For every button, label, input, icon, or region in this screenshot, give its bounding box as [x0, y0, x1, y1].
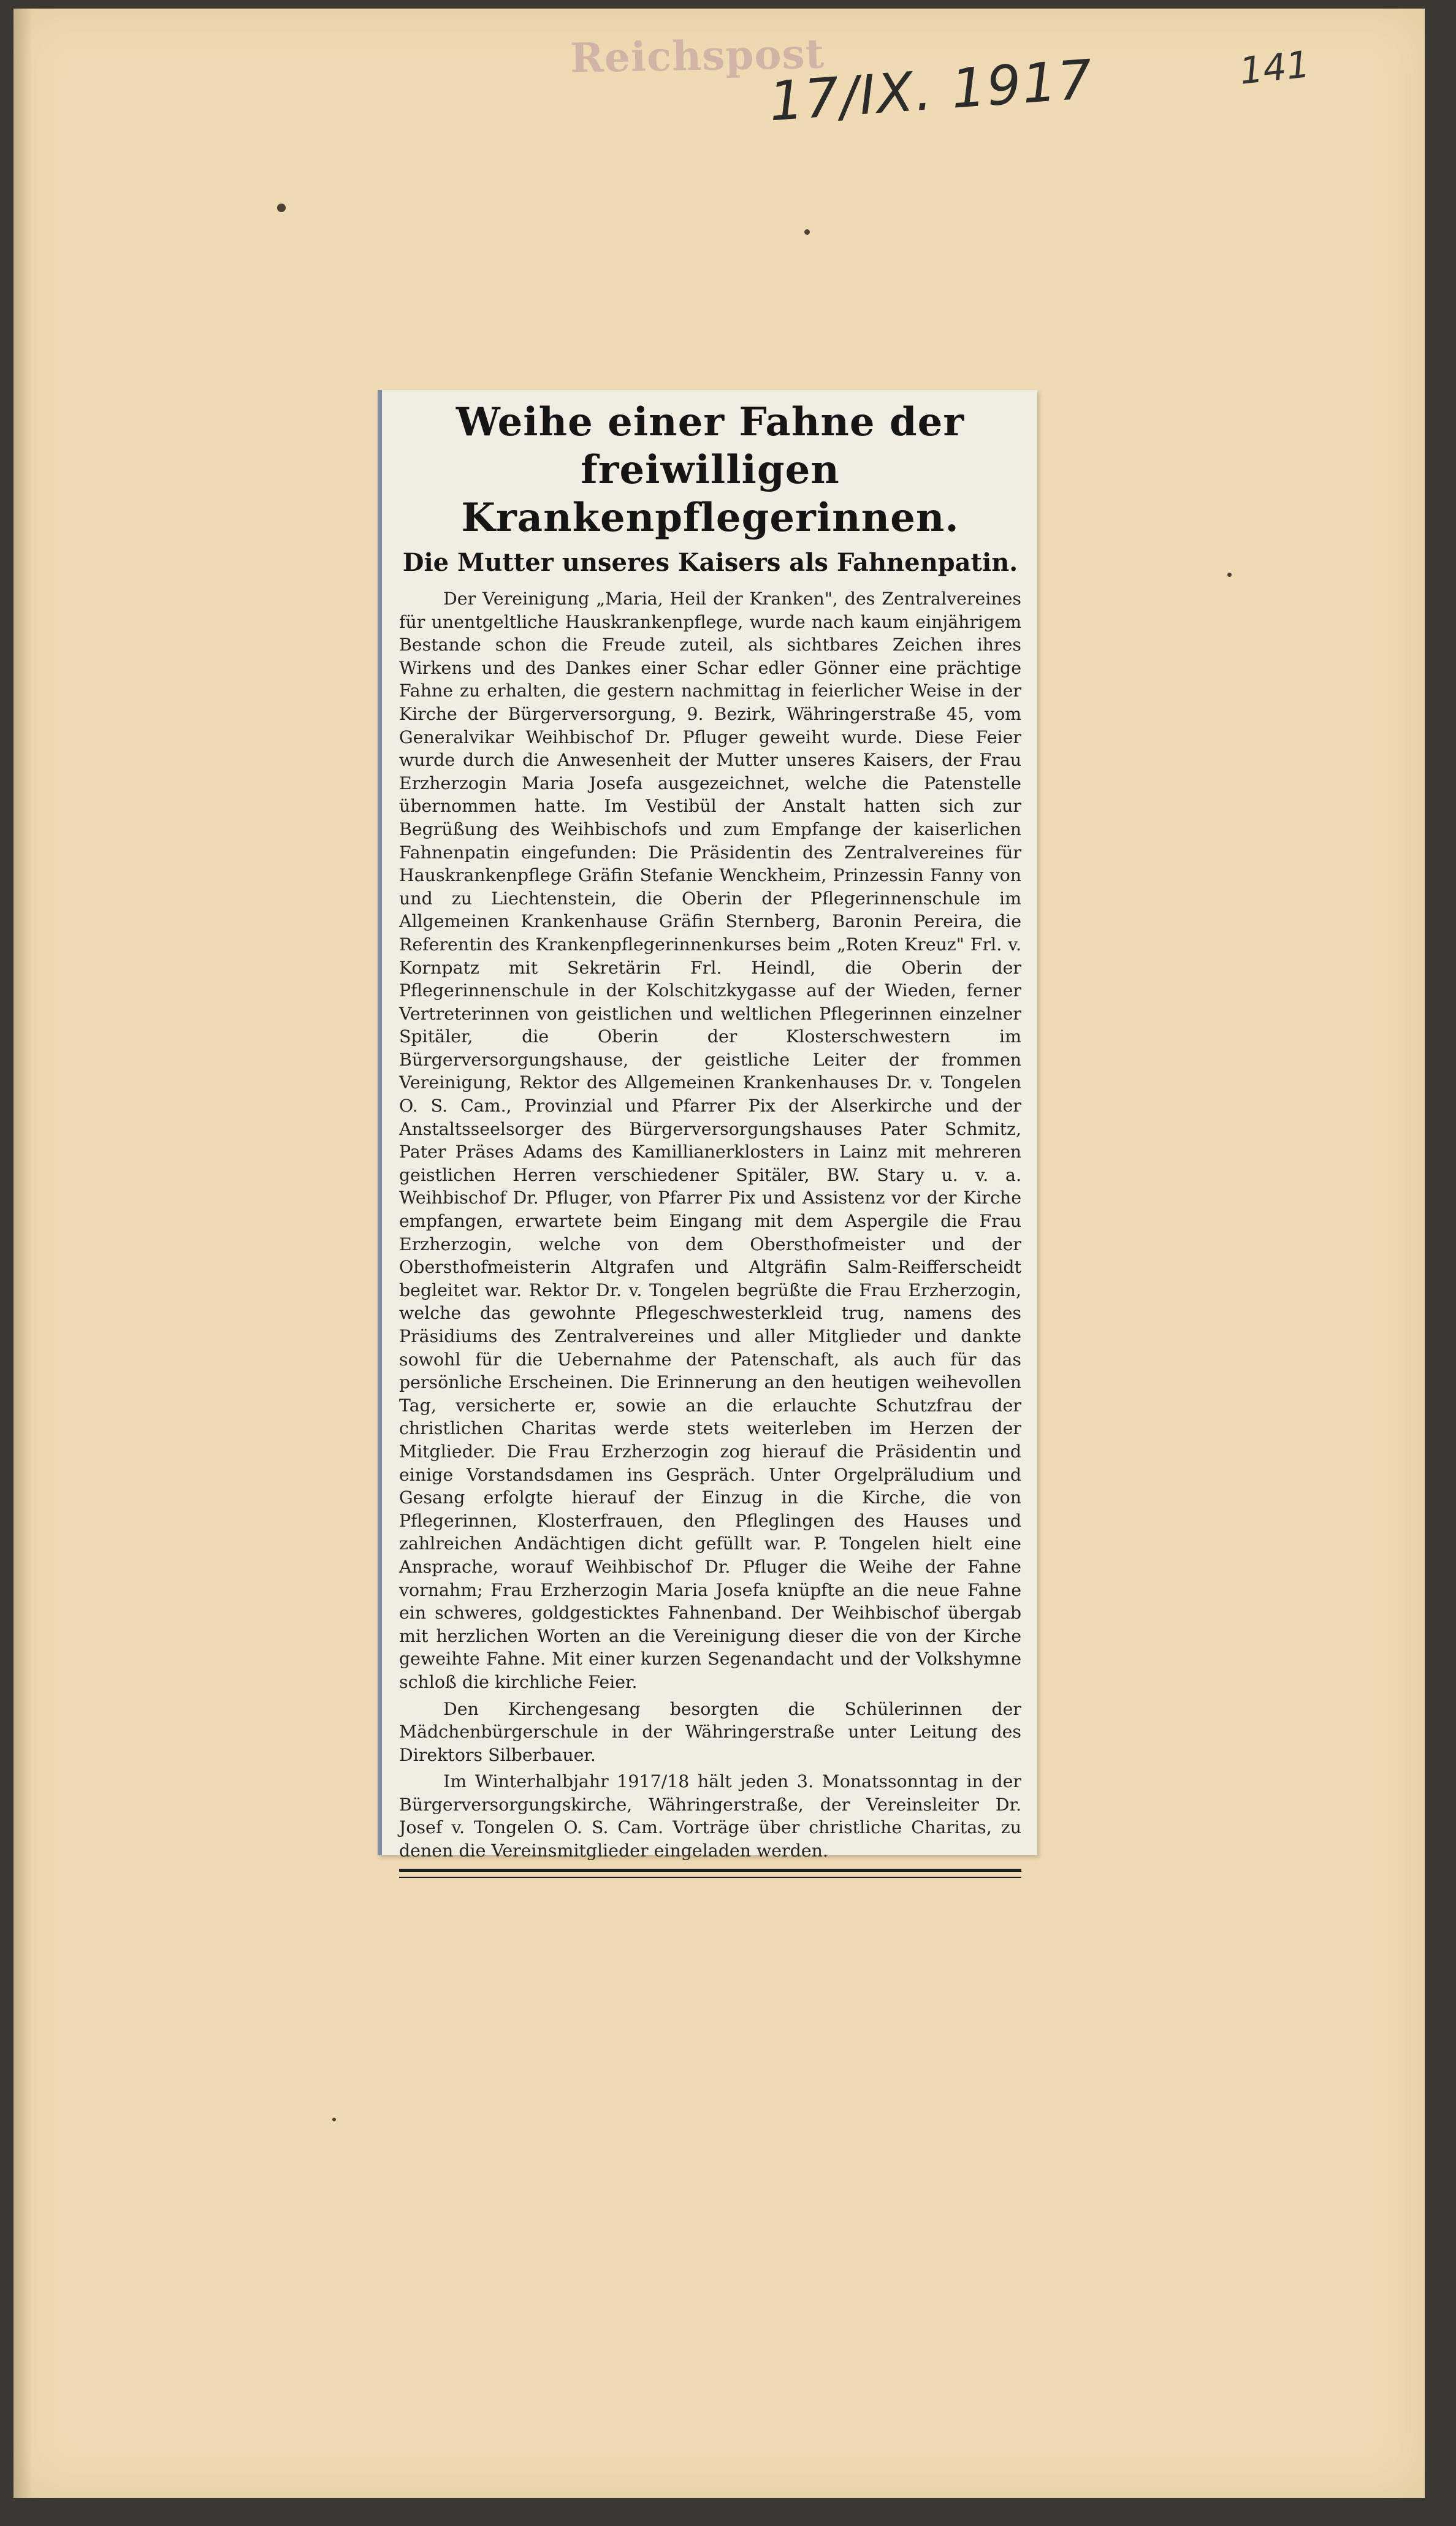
article-headline: Weihe einer Fahne der freiwilligen Krankenpflegerinnen. — [455, 399, 965, 541]
newspaper-clipping — [378, 390, 1037, 1861]
archive-sheet — [13, 9, 1425, 2498]
article-paragraph: Den Kirchengesang besorgten die Schülerinnen der Mädchenbürgerschule in der Währingerstraße unter Leitung des Direktors Silberbauer. — [399, 1698, 1021, 1765]
closing-double-rule — [399, 1869, 1021, 1878]
handwritten-page-number: 141 — [1237, 43, 1312, 93]
article-subheadline: Die Mutter unseres Kaisers als Fahnenpatin. — [402, 548, 1018, 577]
sheet-edge-shadow — [13, 9, 32, 2498]
newspaper-stamp: Reichspost — [570, 29, 825, 82]
paper-speck — [804, 229, 810, 235]
handwritten-date: 17/IX. 1917 — [767, 47, 1096, 134]
paper-speck — [1227, 573, 1232, 577]
paper-speck — [277, 204, 286, 212]
article-paragraph: Im Winterhalbjahr 1917/18 hält jeden 3. Monatssonntag in der Bürgerversorgungskirche, Währingerstraße, der Vereinsleiter Dr. Josef v. Tongelen O. S. Cam. Vorträge über christliche Charitas, zu denen die Vereinsmitglieder eingeladen werden. — [399, 1771, 1021, 1861]
article-paragraph: Der Vereinigung „Maria, Heil der Kranken", des Zentralvereines für unentgeltliche Hauskrankenpflege, wurde nach kaum einjährigem Bestande schon die Freude zuteil, als sichtbares Zeichen ihres Wirkens und des Dankes einer Schar edler Gönner eine prächtige Fahne zu erhalten, die gestern nachmittag in feierlicher Weise in der Kirche der Bürgerversorgung, 9. Bezirk, Währingerstraße 45, vom Generalvikar Weihbischof Dr. Pfluger geweiht wurde. Diese Feier wurde durch die Anwesenheit der Mutter unseres Kaisers, der Frau Erzherzogin Maria Josefa ausgezeichnet, welche die Patenstelle übernommen hatte. Im Vestibül der Anstalt hatten sich zur Begrüßung des Weihbischofs und zum Empfange der kaiserlichen Fahnenpatin eingefunden: Die Präsidentin des Zentralvereines für Hauskrankenpflege Gräfin Stefanie Wenckheim, Prinzessin Fanny von und zu Liechtenstein, die Oberin der Pflegerinnenschule im Allgemeinen Krankenhause Gräfin Sternberg, Baronin Pereira, die Referentin des Krankenpflegerinnenkurses beim „Roten Kreuz" Frl. v. Kornpatz mit Sekretärin Frl. Heindl, die Oberin der Pflegerinnenschule in der Kolschitzkygasse auf der Wieden, ferner Vertreterinnen von geistlichen und weltlichen Pflegerinnen einzelner Spitäler, die Oberin der Klosterschwestern im Bürgerversorgungshause, der geistliche Leiter der frommen Vereinigung, Rektor des Allgemeinen Krankenhauses Dr. v. Tongelen O. S. Cam., Provinzial und Pfarrer Pix der Alserkirche und der Anstaltsseelsorger des Bürgerversorgungshauses Pater Schmitz, Pater Präses Adams des Kamillianerklosters in Lainz mit mehreren geistlichen Herren verschiedener Spitäler, BW. Stary u. v. a. Weihbischof Dr. Pfluger, von Pfarrer Pix und Assistenz vor der Kirche empfangen, erwartete beim Eingang mit dem Aspergile die Frau Erzherzogin, welche von dem Obersthofmeister und der Obersthofmeisterin Altgrafen und Altgräfin Salm-Reifferscheidt begleitet war. Rektor Dr. v. Tongelen begrüßte die Frau Erzherzogin, welche das gewohnte Pflegeschwesterkleid trug, namens des Präsidiums des Zentralvereines und aller Mitglieder und dankte sowohl für die Uebernahme der Patenschaft, als auch für das persönliche Erscheinen. Die Erinnerung an den heutigen weihevollen Tag, versicherte er, sowie an die erlauchte Schutzfrau der christlichen Charitas werde stets weiterleben im Herzen der Mitglieder. Die Frau Erzherzogin zog hierauf die Präsidentin und einige Vorstandsdamen ins Gespräch. Unter Orgelpräludium und Gesang erfolgte hierauf der Einzug in die Kirche, die von Pflegerinnen, Klosterfrauen, den Pfleglingen des Hauses und zahlreichen Andächtigen dicht gefüllt war. P. Tongelen hielt eine Ansprache, worauf Weihbischof Dr. Pfluger die Weihe der Fahne vornahm; Frau Erzherzogin Maria Josefa knüpfte an die neue Fahne ein schweres, goldgesticktes Fahnenband. Der Weihbischof übergab mit herzlichen Worten an die Vereinigung dieser die von der Kirche geweihte Fahne. Mit einer kurzen Segenandacht und der Volkshymne schloß die kirchliche Feier. — [399, 589, 1021, 1692]
paper-speck — [332, 2118, 336, 2121]
